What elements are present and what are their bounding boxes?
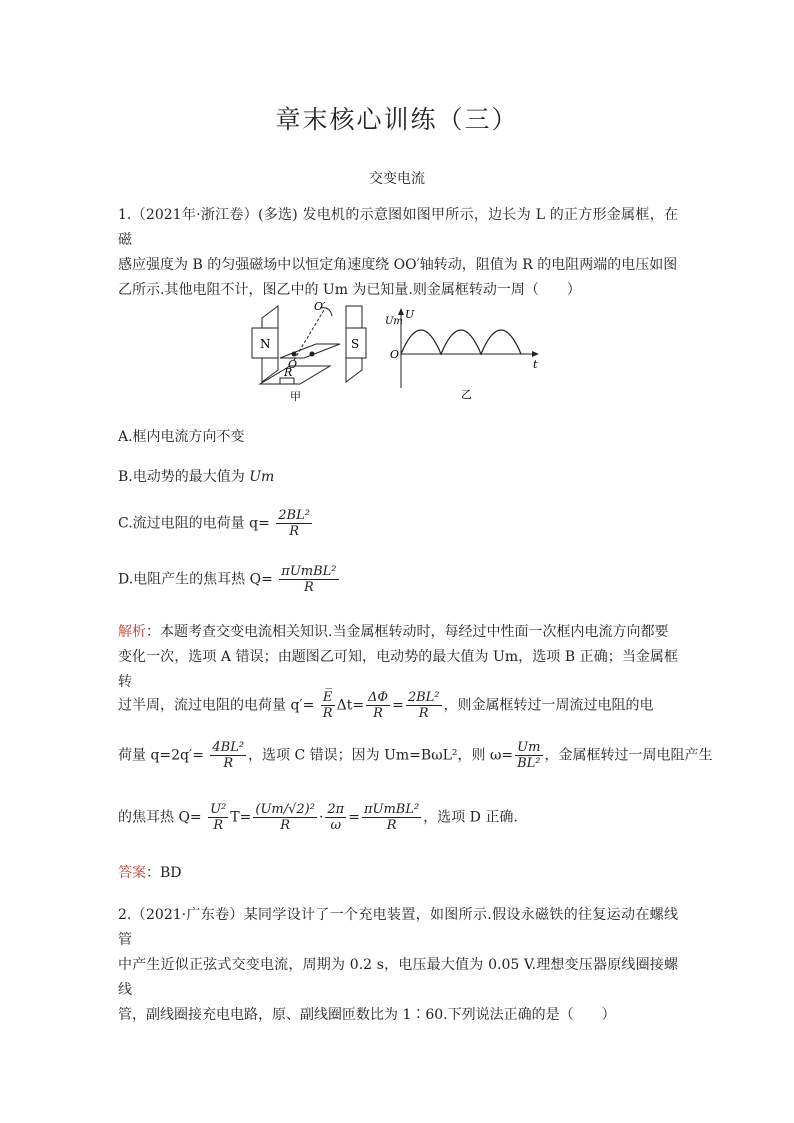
option-d-numerator: πUmBL² [281, 564, 337, 579]
option-c-denominator: R [289, 524, 299, 539]
figure-jia-caption: 甲 [290, 390, 301, 403]
option-d [118, 564, 341, 595]
voltage-curve [401, 330, 521, 354]
fraction-pi-um-bl2-over-r [362, 802, 421, 833]
fraction-2pi-over-omega [325, 802, 346, 833]
analysis-line-2: 变化一次，选项 A 错误；由题图乙可知，电动势的最大值为 Um，选项 B 正确；当金属框转 [118, 649, 678, 690]
analysis-line-3-mid: Δt= [336, 697, 365, 714]
magnet-n-label: N [260, 337, 271, 351]
fraction-um-over-bl2 [515, 740, 542, 771]
option-b-value: Um [249, 469, 275, 485]
option-b [118, 466, 274, 486]
option-c-prefix: C.流过电阻的电荷量 q= [118, 515, 270, 532]
fraction-denominator: R [223, 756, 234, 771]
axis-o-prime-label: O′ [314, 300, 326, 313]
answer-label: 答案 [118, 865, 146, 881]
fraction-numerator: ΔΦ [368, 690, 389, 705]
magnet-s-label: S [351, 337, 360, 351]
analysis-line-4-mid: ，选项 C 错误；因为 Um=BωL²，则 ω= [248, 747, 514, 764]
analysis-line-3: 过半周，流过电阻的电荷量 q′= $\frac{E̅}{R}$ Δt= $\frac{\Delta\Phi}{R}$ = $\frac{\text{2BL²}}{R}$ ，则金属框转过一周流过电阻的电 [118, 690, 654, 721]
option-c-fraction [276, 508, 312, 539]
fraction-u2-over-r [208, 802, 228, 833]
fraction-denominator: R [322, 706, 333, 721]
fraction-numerator: 2π [327, 802, 345, 817]
analysis-line-1-text: ：本题考查交变电流相关知识.当金属框转动时，每经过中性面一次框内电流方向都要 [146, 624, 669, 640]
fraction-dphi-over-r [366, 690, 390, 721]
option-d-denominator: R [304, 580, 314, 595]
question-1-text [118, 203, 678, 303]
option-a: A.框内电流方向不变 [118, 429, 245, 445]
fraction-numerator: 2BL² [407, 690, 440, 705]
resistor-label: R [284, 366, 293, 379]
question-1-line-2: 感应强度为 B 的匀强磁场中以恒定角速度绕 OO′轴转动，阻值为 R 的电阻两端的电压如图 [118, 257, 678, 273]
option-d-fraction [279, 564, 338, 595]
fraction-denominator: R [213, 818, 224, 833]
analysis-line-5-tail: ，选项 D 正确. [423, 809, 518, 826]
fraction-rms-over-r [253, 802, 317, 833]
option-c [118, 508, 314, 539]
fraction-numerator: πUmBL² [363, 802, 420, 817]
question-2-line-2: 中产生近似正弦式交变电流，周期为 0.2 s，电压最大值为 0.05 V.理想变压器原线圈接螺线 [118, 957, 678, 998]
fraction-numerator: (Um/√2)² [255, 802, 315, 817]
analysis-line-1 [118, 620, 678, 645]
fraction-2bl2-over-r [406, 690, 442, 721]
analysis-line-5-start: 的焦耳热 Q= [118, 809, 202, 826]
figure-yi-voltage-graph [385, 306, 545, 406]
question-1-line-1: 1.（2021年·浙江卷）(多选) 发电机的示意图如图甲所示，边长为 L 的正方形金属框，在磁 [118, 207, 678, 248]
axis-t-label: t [533, 358, 538, 371]
axis-um-label: Um [385, 316, 403, 327]
fraction-numerator: E̅ [321, 690, 335, 706]
origin-label: O [390, 348, 400, 361]
analysis-line-3-tail: ，则金属框转过一周流过电阻的电 [443, 697, 654, 714]
question-2-line-3: 管，副线圈接充电电路，原、副线圈匝数比为 1∶60.下列说法正确的是（ ） [118, 1007, 616, 1023]
answer-line [118, 862, 182, 882]
fraction-e-over-r [321, 690, 335, 721]
question-2-text [118, 903, 678, 1028]
analysis-line-4-tail: ，金属框转过一周电阻产生 [544, 747, 713, 764]
analysis-block [118, 620, 678, 695]
answer-value: ：BD [146, 865, 182, 881]
question-1-line-3: 乙所示.其他电阻不计，图乙中的 Um 为已知量.则金属框转动一周（ ） [118, 282, 581, 298]
fraction-denominator: R [373, 706, 383, 721]
fraction-denominator: BL² [517, 756, 541, 771]
option-b-prefix: B.电动势的最大值为 [118, 469, 250, 485]
question-2-line-1: 2.（2021·广东卷）某同学设计了一个充电装置，如图所示.假设永磁铁的往复运动在螺线管 [118, 907, 678, 948]
analysis-line-4 [118, 740, 713, 771]
fraction-denominator: R [280, 818, 291, 833]
analysis-line-5-t: T= [230, 809, 252, 826]
analysis-line-3-start: 过半周，流过电阻的电荷量 q′= [118, 697, 315, 714]
figure-yi-caption: 乙 [461, 388, 472, 401]
fraction-numerator: Um [515, 740, 542, 756]
fraction-denominator: R [418, 706, 429, 721]
section-subtitle: 交变电流 [369, 171, 425, 187]
analysis-line-4-start: 荷量 q=2q′= [118, 747, 204, 764]
analysis-label: 解析 [118, 624, 146, 640]
fraction-denominator: ω [330, 818, 342, 833]
fraction-numerator: U² [210, 802, 227, 817]
option-c-numerator: 2BL² [278, 508, 310, 523]
option-d-prefix: D.电阻产生的焦耳热 Q= [118, 571, 273, 588]
page-title: 章末核心训练（三） [275, 105, 519, 134]
fraction-denominator: R [386, 818, 397, 833]
fraction-4bl2-over-r [210, 740, 246, 771]
axis-o-label: O [288, 358, 298, 371]
analysis-line-5: 的焦耳热 Q= $\frac{\text{U²}}{R}$ T= $\frac{\text{(Um/√2)²}}{R}$ · $\frac{2\pi}{\omega}$ = $\frac{\text{πUmBL²}}{R}$ ，选项 D 正确. [118, 802, 518, 833]
axis-u-label: U [405, 308, 415, 321]
figure-jia-generator [250, 298, 380, 406]
fraction-numerator: 4BL² [212, 740, 245, 755]
